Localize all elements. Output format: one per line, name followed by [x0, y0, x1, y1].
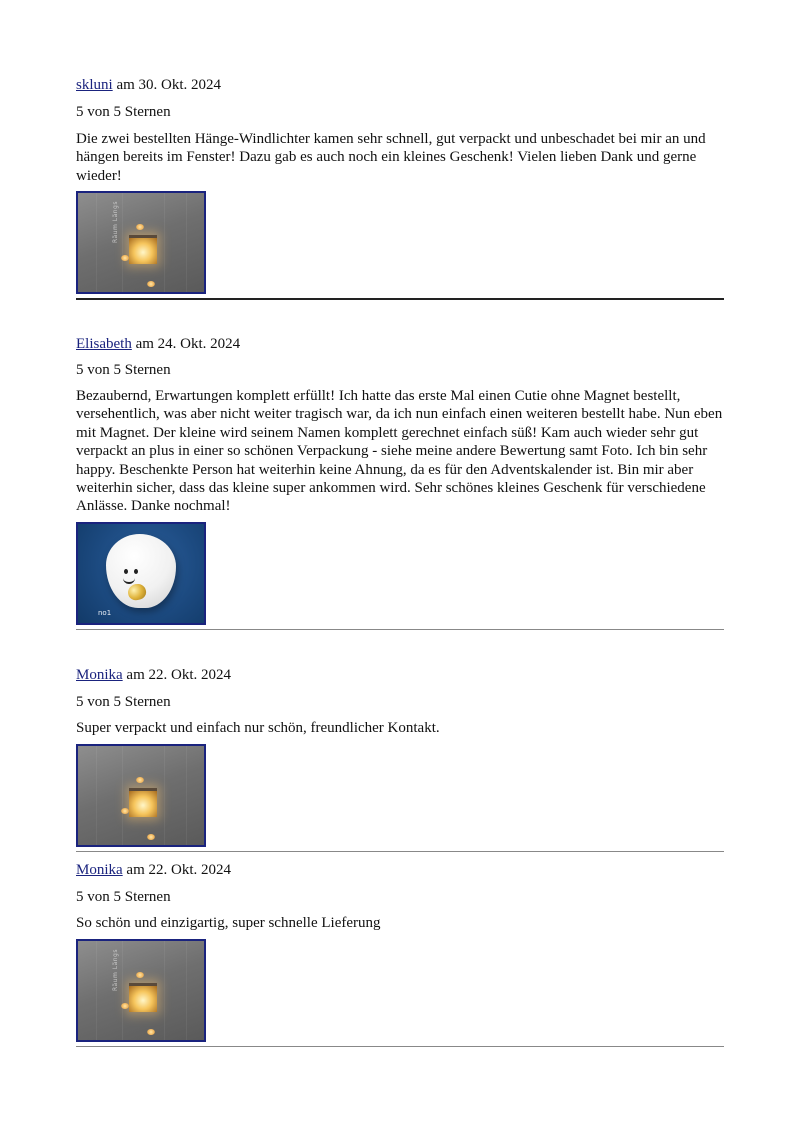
review-date: am 30. Okt. 2024	[112, 77, 222, 93]
review-1	[76, 76, 724, 244]
photo-watermark: Räum Längs	[112, 949, 119, 992]
reviewer-link[interactable]: Monika	[76, 862, 123, 878]
review-header	[76, 335, 724, 353]
review-divider	[76, 851, 724, 852]
review-photo[interactable]	[76, 522, 206, 625]
review-rating: 5 von 5 Sternen	[76, 694, 171, 710]
review-header	[76, 76, 724, 94]
review-date: am 24. Okt. 2024	[131, 336, 241, 352]
review-header	[76, 666, 724, 684]
review-rating: 5 von 5 Sternen	[76, 104, 171, 120]
review-photo[interactable]	[76, 191, 206, 294]
review-3	[76, 666, 724, 736]
review-text: Die zwei bestellten Hänge-Windlichter kamen sehr schnell, gut verpackt und unbeschadet bei mir an und hängen bereits im Fenster! Dazu gab es auch noch ein kleines Geschenk! Vielen lieben Dank und gerne wieder!	[76, 131, 706, 184]
review-4	[76, 861, 724, 992]
review-divider	[76, 629, 724, 630]
review-text: So schön und einzigartig, super schnelle Lieferung	[76, 915, 381, 931]
reviewer-link[interactable]: Monika	[76, 667, 123, 683]
review-photo[interactable]	[76, 939, 206, 1042]
lantern-photo-image	[78, 193, 204, 292]
review-photo[interactable]	[76, 744, 206, 847]
review-divider	[76, 1046, 724, 1047]
review-rating: 5 von 5 Sternen	[76, 362, 171, 378]
review-rating: 5 von 5 Sternen	[76, 889, 171, 905]
lantern-photo-image	[78, 941, 204, 1040]
review-header	[76, 861, 724, 879]
photo-watermark: Räum Längs	[112, 201, 119, 244]
review-2	[76, 335, 724, 617]
lantern-photo-image	[78, 746, 204, 845]
cutie-photo-image	[78, 524, 204, 623]
review-text: Super verpackt und einfach nur schön, freundlicher Kontakt.	[76, 720, 440, 736]
reviewer-link[interactable]: skluni	[76, 77, 113, 93]
review-date: am 22. Okt. 2024	[122, 667, 231, 683]
review-divider	[76, 298, 724, 300]
reviewer-link[interactable]: Elisabeth	[76, 336, 132, 352]
photo-label: no1	[98, 609, 112, 617]
review-text: Bezaubernd, Erwartungen komplett erfüllt! Ich hatte das erste Mal einen Cutie ohne Magnet bestellt, versehentlich, was aber nicht weiter tragisch war, da ich nun einfach einen weiteren bestellt habe. Nun eben mit Magnet. Der kleine wird seinem Namen komplett gerechnet einfach süß! Kam auch wieder sehr gut verpackt an plus in einer so schönen Verpackung - siehe meine andere Bewertung samt Foto. Ich bin sehr happy. Beschenkte Person hat weiterhin keine Ahnung, da es für den Adventskalender ist. Bin mir aber weiterhin sicher, dass das kleine super ankommen wird. Sehr schönes kleines Geschenk für verschiedene Anlässe. Danke nochmal!	[76, 388, 723, 515]
review-date: am 22. Okt. 2024	[122, 862, 231, 878]
